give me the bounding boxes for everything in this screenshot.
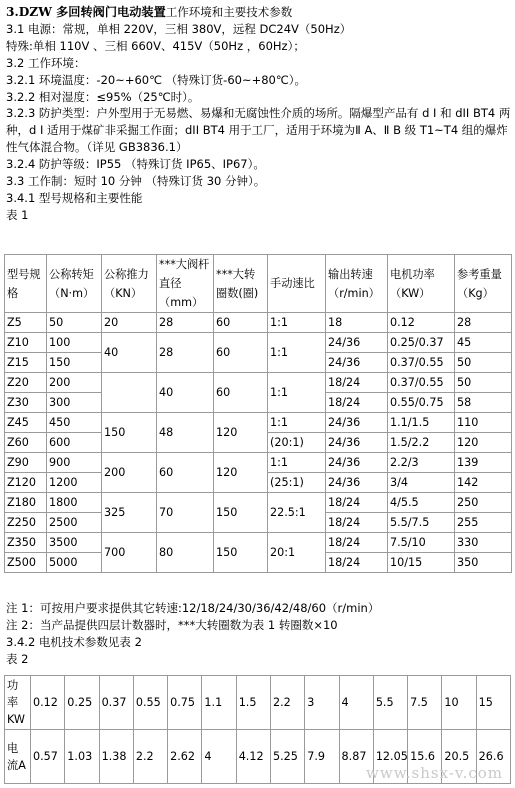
- cell-thrust: 325: [102, 493, 157, 533]
- cell-model: Z250: [5, 513, 47, 533]
- header-hand-ratio: 手动速比: [268, 255, 326, 313]
- cell-turns: 120: [214, 413, 268, 453]
- table2-cell: 7.9: [305, 730, 339, 784]
- table2-cell: 3: [305, 676, 339, 730]
- table2-cell: 2.2: [270, 676, 304, 730]
- temperature-line: 3.2.1 环境温度：-20~+60℃ （特殊订货-60~+80℃）。: [6, 72, 307, 87]
- cell-stem: 40: [157, 373, 214, 413]
- cell-model: Z15: [5, 353, 47, 373]
- cell-power: 3/4: [388, 473, 455, 493]
- cell-thrust: 200: [102, 453, 157, 493]
- table2-caption: 表 2: [6, 652, 29, 666]
- cell-hand-ratio: 1:1: [268, 313, 326, 333]
- table2-cell: 1.03: [65, 730, 99, 784]
- document-body: [6, 4, 511, 224]
- cell-hand-ratio: 22.5:1: [268, 493, 326, 533]
- cell-model: Z180: [5, 493, 47, 513]
- cell-power: 1.5/2.2: [388, 433, 455, 453]
- cell-speed: 24/36: [326, 333, 388, 353]
- table-header-row: [5, 255, 512, 313]
- table2-cell: 20.5: [442, 730, 476, 784]
- cell-power: 0.37/0.55: [388, 373, 455, 393]
- cell-model: Z10: [5, 333, 47, 353]
- table-row: [5, 413, 512, 433]
- header-stem: ***大阀杆直径（mm）: [157, 255, 214, 313]
- table1-caption: 表 1: [6, 207, 29, 222]
- header-thrust: 公称推力（KN）: [102, 255, 157, 313]
- cell-thrust: 150: [102, 413, 157, 453]
- cell-speed: 24/36: [326, 473, 388, 493]
- section-heading: [6, 4, 511, 21]
- cell-model: Z120: [5, 473, 47, 493]
- cell-hand-ratio: 1:1: [268, 373, 326, 413]
- table2-cell: 10: [442, 676, 476, 730]
- humidity-line: 3.2.2 相对湿度：≤95%（25℃时）。: [6, 89, 200, 104]
- protection-type-paragraph: 3.2.3 防护类型：户外型用于无易燃、易爆和无腐蚀性介质的场所。隔爆型产品有 d I 和 dII BT4 两种，d I 适用于煤矿非采掘工作面；dII BT4 用于工厂，适用于环境为Ⅱ A、Ⅱ B 级 T1~T4 组的爆炸性气体混合物。（详见 GB3836.1）: [6, 106, 511, 155]
- cell-speed: 24/36: [326, 413, 388, 433]
- note-2: 注 2：当产品提供四层计数器时，***大转圈数为表 1 转圈数×10: [6, 618, 338, 632]
- cell-thrust: 20: [102, 313, 157, 333]
- cell-weight: 45: [455, 333, 512, 353]
- cell-hand-ratio: 20:1: [268, 533, 326, 573]
- cell-torque: 300: [47, 393, 102, 413]
- cell-speed: 18/24: [326, 533, 388, 553]
- cell-speed: 18/24: [326, 553, 388, 573]
- watermark: www.shsx-v.com: [366, 764, 503, 782]
- cell-weight: 50: [455, 373, 512, 393]
- cell-torque: 50: [47, 313, 102, 333]
- cell-stem: 28: [157, 313, 214, 333]
- cell-turns: 150: [214, 493, 268, 533]
- cell-speed: 18/24: [326, 493, 388, 513]
- table2-cell: 0.37: [99, 676, 133, 730]
- cell-stem: 80: [157, 533, 214, 573]
- motor-params-heading: 3.4.2 电机技术参数见表 2: [6, 635, 142, 649]
- cell-stem: 60: [157, 453, 214, 493]
- cell-speed: 18: [326, 313, 388, 333]
- table2-cell: 4: [202, 730, 236, 784]
- table2-cell: 0.12: [31, 676, 65, 730]
- cell-model: Z60: [5, 433, 47, 453]
- header-turns: ***大转圈数(圈): [214, 255, 268, 313]
- table2-cell: 1.38: [99, 730, 133, 784]
- table2-cell: 12.05: [373, 730, 407, 784]
- spec-table: [4, 254, 512, 573]
- cell-torque: 3500: [47, 533, 102, 553]
- cell-model: Z20: [5, 373, 47, 393]
- header-power: 电机功率（KW）: [388, 255, 455, 313]
- cell-hand-ratio: 1:1: [268, 413, 326, 433]
- table2-cell: 2.62: [168, 730, 202, 784]
- cell-turns: 150: [214, 533, 268, 573]
- table2-cell: 0.25: [65, 676, 99, 730]
- header-speed: 输出转速（r/min）: [326, 255, 388, 313]
- cell-weight: 330: [455, 533, 512, 553]
- cell-weight: 139: [455, 453, 512, 473]
- cell-weight: 110: [455, 413, 512, 433]
- cell-weight: 142: [455, 473, 512, 493]
- cell-torque: 200: [47, 373, 102, 393]
- cell-turns: 120: [214, 453, 268, 493]
- cell-hand-ratio: (20:1): [268, 433, 326, 453]
- table2-cell: 4: [339, 676, 373, 730]
- table2-cell: 15.6: [408, 730, 442, 784]
- cell-power: 2.2/3: [388, 453, 455, 473]
- cell-turns: 60: [214, 373, 268, 413]
- heading-bold: 3.DZW 多回转阀门电动装置: [6, 5, 166, 19]
- table2-cell: 4.12: [236, 730, 270, 784]
- cell-model: Z90: [5, 453, 47, 473]
- duty-line: 3.3 工作制：短时 10 分钟 （特殊订货 30 分钟）。: [6, 174, 266, 189]
- cell-power: 0.25/0.37: [388, 333, 455, 353]
- table2-cell: 15: [476, 676, 510, 730]
- special-power-line: 特殊:单相 110V 、三相 660V、415V（50Hz ，60Hz）；: [6, 38, 305, 53]
- cell-torque: 1200: [47, 473, 102, 493]
- cell-power: 0.55/0.75: [388, 393, 455, 413]
- table-row: [5, 313, 512, 333]
- table2-cell: 0.75: [168, 676, 202, 730]
- cell-stem: 70: [157, 493, 214, 533]
- cell-power: 0.37/0.55: [388, 353, 455, 373]
- cell-torque: 150: [47, 353, 102, 373]
- protection-grade-line: 3.2.4 防护等级：IP55 （特殊订货 IP65、IP67）。: [6, 157, 265, 172]
- notes-block: [6, 600, 379, 668]
- header-model: 型号规格: [5, 255, 47, 313]
- heading-rest: 工作环境和主要技术参数: [165, 5, 293, 19]
- cell-torque: 2500: [47, 513, 102, 533]
- spec-heading: 3.4.1 型号规格和主要性能: [6, 190, 143, 205]
- power-supply-line: 3.1 电源：常规，单相 220V，三相 380V，远程 DC24V（50Hz）: [6, 21, 352, 36]
- cell-thrust: 700: [102, 533, 157, 573]
- cell-weight: 58: [455, 393, 512, 413]
- cell-thrust: [102, 373, 157, 413]
- cell-power: 5.5/7.5: [388, 513, 455, 533]
- cell-torque: 5000: [47, 553, 102, 573]
- cell-speed: 18/24: [326, 373, 388, 393]
- cell-weight: 28: [455, 313, 512, 333]
- cell-model: Z5: [5, 313, 47, 333]
- cell-power: 1.1/1.5: [388, 413, 455, 433]
- cell-weight: 350: [455, 553, 512, 573]
- header-torque: 公称转矩（N·m）: [47, 255, 102, 313]
- cell-torque: 100: [47, 333, 102, 353]
- cell-torque: 1800: [47, 493, 102, 513]
- cell-speed: 18/24: [326, 393, 388, 413]
- table2-cell: 2.2: [133, 730, 167, 784]
- cell-stem: 28: [157, 333, 214, 373]
- table2-cell: 5.25: [270, 730, 304, 784]
- table-row: [5, 453, 512, 473]
- cell-speed: 24/36: [326, 353, 388, 373]
- table2-cell: 1.5: [236, 676, 270, 730]
- cell-weight: 50: [455, 353, 512, 373]
- cell-torque: 600: [47, 433, 102, 453]
- cell-torque: 900: [47, 453, 102, 473]
- table2-cell: 0.57: [31, 730, 65, 784]
- power-row-label: 功率KW: [5, 676, 31, 730]
- cell-model: Z30: [5, 393, 47, 413]
- current-row-label: 电流A: [5, 730, 31, 784]
- table-row: [5, 533, 512, 553]
- cell-turns: 60: [214, 333, 268, 373]
- cell-weight: 120: [455, 433, 512, 453]
- header-weight: 参考重量（Kg）: [455, 255, 512, 313]
- cell-stem: 48: [157, 413, 214, 453]
- cell-power: 7.5/10: [388, 533, 455, 553]
- table-row: [5, 373, 512, 393]
- table2-cell: 1.1: [202, 676, 236, 730]
- table2-cell: 5.5: [373, 676, 407, 730]
- cell-power: 4/5.5: [388, 493, 455, 513]
- cell-power: 10/15: [388, 553, 455, 573]
- cell-hand-ratio: 1:1: [268, 453, 326, 473]
- table-row: [5, 493, 512, 513]
- table2-cell: 0.55: [133, 676, 167, 730]
- cell-speed: 24/36: [326, 433, 388, 453]
- table2-cell: 7.5: [408, 676, 442, 730]
- cell-model: Z350: [5, 533, 47, 553]
- cell-hand-ratio: 1:1: [268, 333, 326, 373]
- table2-cell: 26.6: [476, 730, 510, 784]
- cell-model: Z500: [5, 553, 47, 573]
- cell-speed: 24/36: [326, 453, 388, 473]
- cell-weight: 255: [455, 513, 512, 533]
- cell-speed: 18/24: [326, 513, 388, 533]
- cell-turns: 60: [214, 313, 268, 333]
- table-row: [5, 333, 512, 353]
- cell-power: 0.12: [388, 313, 455, 333]
- cell-thrust: 40: [102, 333, 157, 373]
- environment-heading: 3.2 工作环境：: [6, 55, 86, 70]
- cell-model: Z45: [5, 413, 47, 433]
- power-row: [5, 676, 511, 730]
- cell-hand-ratio: (25:1): [268, 473, 326, 493]
- cell-torque: 450: [47, 413, 102, 433]
- note-1: 注 1：可按用户要求提供其它转速:12/18/24/30/36/42/48/60（r/min）: [6, 601, 380, 615]
- table2-cell: 8.87: [339, 730, 373, 784]
- cell-weight: 250: [455, 493, 512, 513]
